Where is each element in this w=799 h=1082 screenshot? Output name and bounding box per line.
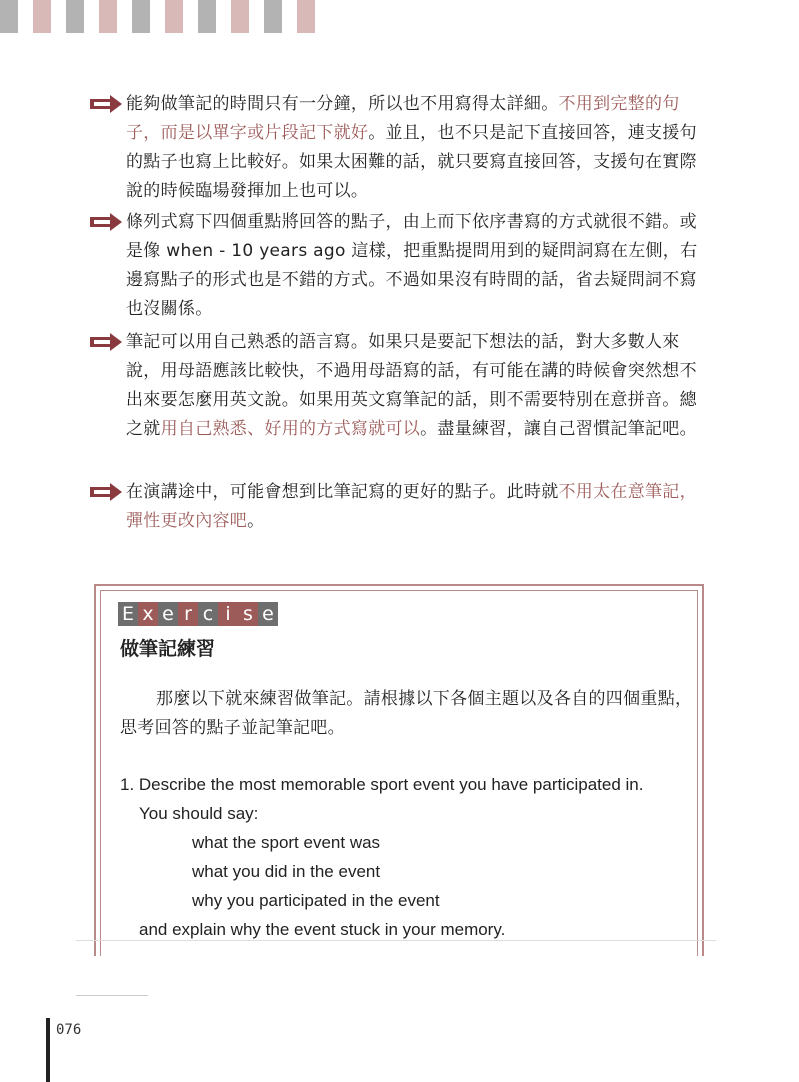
top-bar-block [297,0,315,33]
body-text: 筆記可以用自己熟悉的語言寫。如果只是要記下想法的話，對大多數人來說，用母語應該比較快，不過用母語寫的話，有可能在講的時候會突然想不出來要怎麼用英文說。如果用英文寫筆記的話，則不需要特別在意拼音。總之就 [126,332,697,439]
top-bar-block [66,0,84,33]
question-line: and explain why the event stuck in your memory. [139,920,506,939]
question-line: 1. Describe the most memorable sport event you have participated in. [120,775,644,794]
exercise-intro [120,685,700,743]
top-bar-block [99,0,117,33]
bullet-text [90,478,710,536]
exercise-intro-text: 那麼以下就來練習做筆記。請根據以下各個主題以及各自的四個重點，思考回答的點子並記筆記吧。 [120,689,693,738]
body-text: 。盡量練習，讓自己習慣記筆記吧。 [420,419,697,439]
bullet-item [90,478,710,536]
bullet-item [90,328,710,444]
question-line: what you did in the event [192,862,381,881]
top-bar-block [132,0,150,33]
question-line: why you participated in the event [192,891,440,910]
exercise-letter: r [178,602,198,626]
bullet-text [90,328,710,444]
arrow-icon [90,213,122,231]
exercise-letter: E [118,602,138,626]
exercise-letter: c [198,602,218,626]
exercise-question [120,770,700,944]
arrow-icon [90,95,122,113]
top-decoration-bar [0,0,330,33]
footer-rule [76,995,148,996]
exercise-letter: x [138,602,158,626]
bullet-text [90,208,710,324]
exercise-letter: i [218,602,238,626]
highlighted-text: 用自己熟悉、好用的方式寫就可以 [160,419,421,439]
highlighted-text: 不用到完整的句子，而是以單字或片段記下就好 [126,94,680,143]
top-bar-block [165,0,183,33]
body-text: 。 [247,511,265,531]
arrow-icon [90,483,122,501]
body-text: 能夠做筆記的時間只有一分鐘，所以也不用寫得太詳細。 [126,94,559,114]
exercise-letter: s [238,602,258,626]
arrow-icon [90,333,122,351]
bullet-item [90,208,710,324]
top-bar-block [264,0,282,33]
question-line: You should say: [139,804,259,823]
top-bar-block [33,0,51,33]
exercise-letter: e [158,602,178,626]
bullet-item [90,90,710,206]
top-bar-block [198,0,216,33]
exercise-subtitle: 做筆記練習 [120,638,216,660]
body-text: 在演講途中，可能會想到比筆記寫的更好的點子。此時就 [126,482,559,502]
exercise-letter: e [258,602,278,626]
page-number-bar [46,1018,50,1082]
body-text: 。並且，也不只是記下直接回答，連支援句的點子也寫上比較好。如果太困難的話，就只要寫直接回答，支援句在實際說的時候臨場發揮加上也可以。 [126,123,697,201]
fade-divider [76,940,716,941]
highlighted-text: 不用太在意筆記，彈性更改內容吧 [126,482,697,531]
top-bar-block [231,0,249,33]
top-bar-block [0,0,18,33]
body-text: 條列式寫下四個重點將回答的點子，由上而下依序書寫的方式就很不錯。或是像 when - 10 years ago 這樣，把重點提問用到的疑問詞寫在左側，右邊寫點子的形式也是不錯的方式。不過如果沒有時間的話，省去疑問詞不寫也沒關係。 [126,212,698,319]
page-number: 076 [56,1022,82,1038]
question-line: what the sport event was [192,833,381,852]
bullet-text [90,90,710,206]
exercise-title [118,602,278,626]
